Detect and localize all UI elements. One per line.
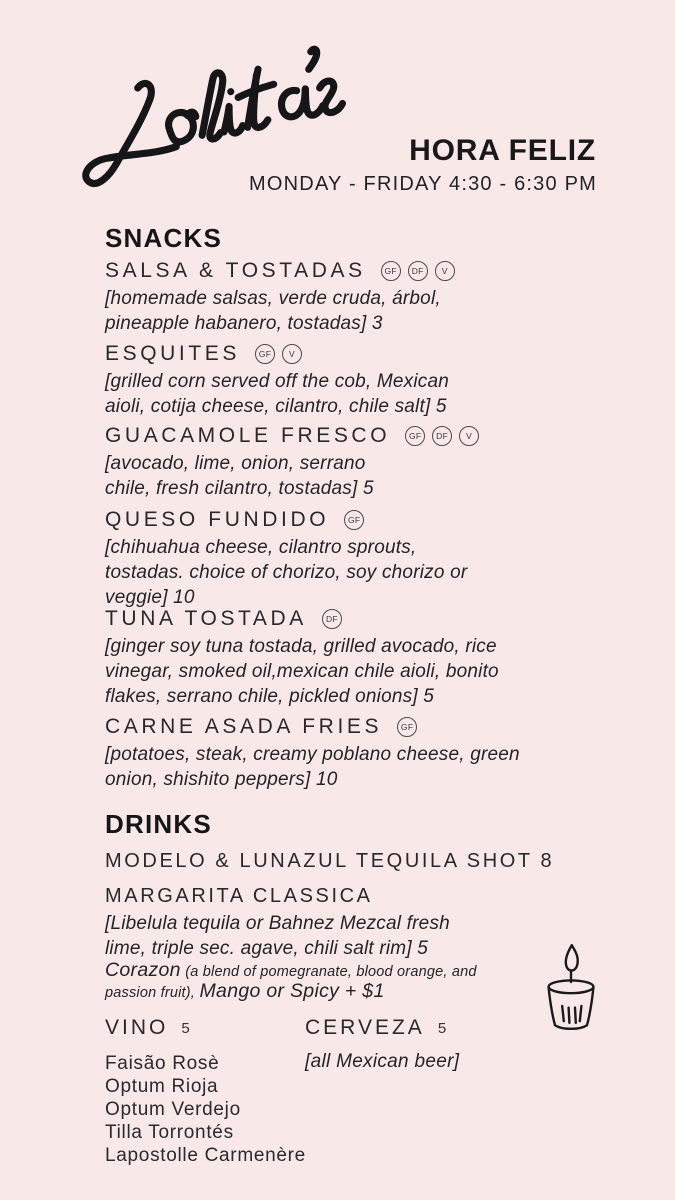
section-heading-drinks: DRINKS [105, 809, 212, 839]
dietary-badges [390, 717, 417, 737]
wine-list [105, 1052, 306, 1167]
margarita-note-line-1 [105, 959, 477, 982]
section-heading-snacks: SNACKS [105, 223, 222, 253]
wine-list-item: Lapostolle Carmenère [105, 1145, 306, 1166]
dietary-badges [315, 609, 342, 629]
item-desc-line: veggie] 10 [105, 587, 195, 608]
note-tail: Mango or Spicy + $1 [199, 980, 385, 1002]
menu-item-guacamole-fresco [105, 423, 615, 501]
item-desc-line: pineapple habanero, tostadas] 3 [105, 313, 383, 334]
item-desc-line: chile, fresh cilantro, tostadas] 5 [105, 478, 374, 499]
dietary-badges [248, 344, 302, 364]
margarita-description [105, 911, 450, 961]
cerveza-heading-row [305, 1016, 459, 1040]
menu-item-queso-fundido [105, 507, 615, 610]
item-desc-line: [potatoes, steak, creamy poblano cheese, green [105, 744, 520, 765]
candle-icon [535, 942, 607, 1034]
menu-hours: MONDAY - FRIDAY 4:30 - 6:30 PM [249, 173, 597, 195]
margarita-note-line-2 [105, 980, 385, 1003]
item-name: GUACAMOLE FRESCO [105, 424, 391, 447]
item-name: CARNE ASADA FRIES [105, 715, 383, 738]
item-desc-line: [avocado, lime, onion, serrano [105, 453, 366, 474]
dietary-badge-gf: GF [344, 510, 364, 530]
item-desc-line: [homemade salsas, verde cruda, árbol, [105, 288, 441, 309]
item-desc-line: [ginger soy tuna tostada, grilled avocado, rice [105, 636, 497, 657]
cerveza-price: 5 [437, 1020, 448, 1037]
dietary-badge-gf: GF [255, 344, 275, 364]
dietary-badge-df: DF [408, 261, 428, 281]
item-desc-line: aioli, cotija cheese, cilantro, chile salt] 5 [105, 396, 447, 417]
menu-item-tuna-tostada [105, 606, 615, 709]
dietary-badges [337, 510, 364, 530]
item-name: QUESO FUNDIDO [105, 508, 330, 531]
item-name: ESQUITES [105, 342, 240, 365]
item-name: SALSA & TOSTADAS [105, 259, 366, 282]
dietary-badge-gf: GF [397, 717, 417, 737]
item-desc-line: flakes, serrano chile, pickled onions] 5 [105, 686, 435, 707]
cerveza-description: [all Mexican beer] [305, 1051, 460, 1072]
vino-heading-row [105, 1016, 306, 1040]
dietary-badge-gf: GF [405, 426, 425, 446]
item-desc-line: onion, shishito peppers] 10 [105, 769, 338, 790]
item-desc-line: tostadas. choice of chorizo, soy chorizo or [105, 562, 468, 583]
dietary-badge-v: V [435, 261, 455, 281]
dietary-badge-v: V [282, 344, 302, 364]
dietary-badge-v: V [459, 426, 479, 446]
candle-illustration [535, 942, 607, 1034]
vino-column [105, 1016, 306, 1167]
menu-title: HORA FELIZ [409, 134, 596, 167]
vino-price: 5 [181, 1020, 191, 1037]
note-small-text: passion fruit), [105, 985, 196, 1001]
cerveza-column [305, 1016, 459, 1073]
dietary-badge-gf: GF [381, 261, 401, 281]
drink-item-margarita-name: MARGARITA CLASSICA [105, 885, 373, 907]
vino-heading: VINO [105, 1016, 169, 1039]
dietary-badges [374, 261, 455, 281]
drink-item-tequila-shot: MODELO & LUNAZUL TEQUILA SHOT 8 [105, 850, 555, 872]
item-desc-line: [chihuahua cheese, cilantro sprouts, [105, 537, 417, 558]
dietary-badge-df: DF [432, 426, 452, 446]
menu-item-carne-asada-fries [105, 714, 615, 792]
wine-list-item: Optum Verdejo [105, 1099, 241, 1120]
cerveza-heading: CERVEZA [305, 1016, 425, 1039]
dietary-badges [398, 426, 479, 446]
menu-item-esquites [105, 341, 615, 419]
wine-list-item: Tilla Torrontés [105, 1122, 234, 1143]
item-desc-line: vinegar, smoked oil,mexican chile aioli, bonito [105, 661, 499, 682]
item-desc-line: lime, triple sec. agave, chili salt rim] 5 [105, 938, 429, 959]
dietary-badge-df: DF [322, 609, 342, 629]
note-lead: Corazon [105, 959, 181, 981]
item-name: TUNA TOSTADA [105, 607, 307, 630]
note-small-text: (a blend of pomegranate, blood orange, and [185, 964, 477, 980]
item-desc-line: [grilled corn served off the cob, Mexican [105, 371, 450, 392]
item-desc-line: [Libelula tequila or Bahnez Mezcal fresh [105, 913, 450, 934]
menu-item-salsa-tostadas [105, 258, 615, 336]
wine-list-item: Faisão Rosè [105, 1053, 220, 1074]
wine-list-item: Optum Rioja [105, 1076, 219, 1097]
